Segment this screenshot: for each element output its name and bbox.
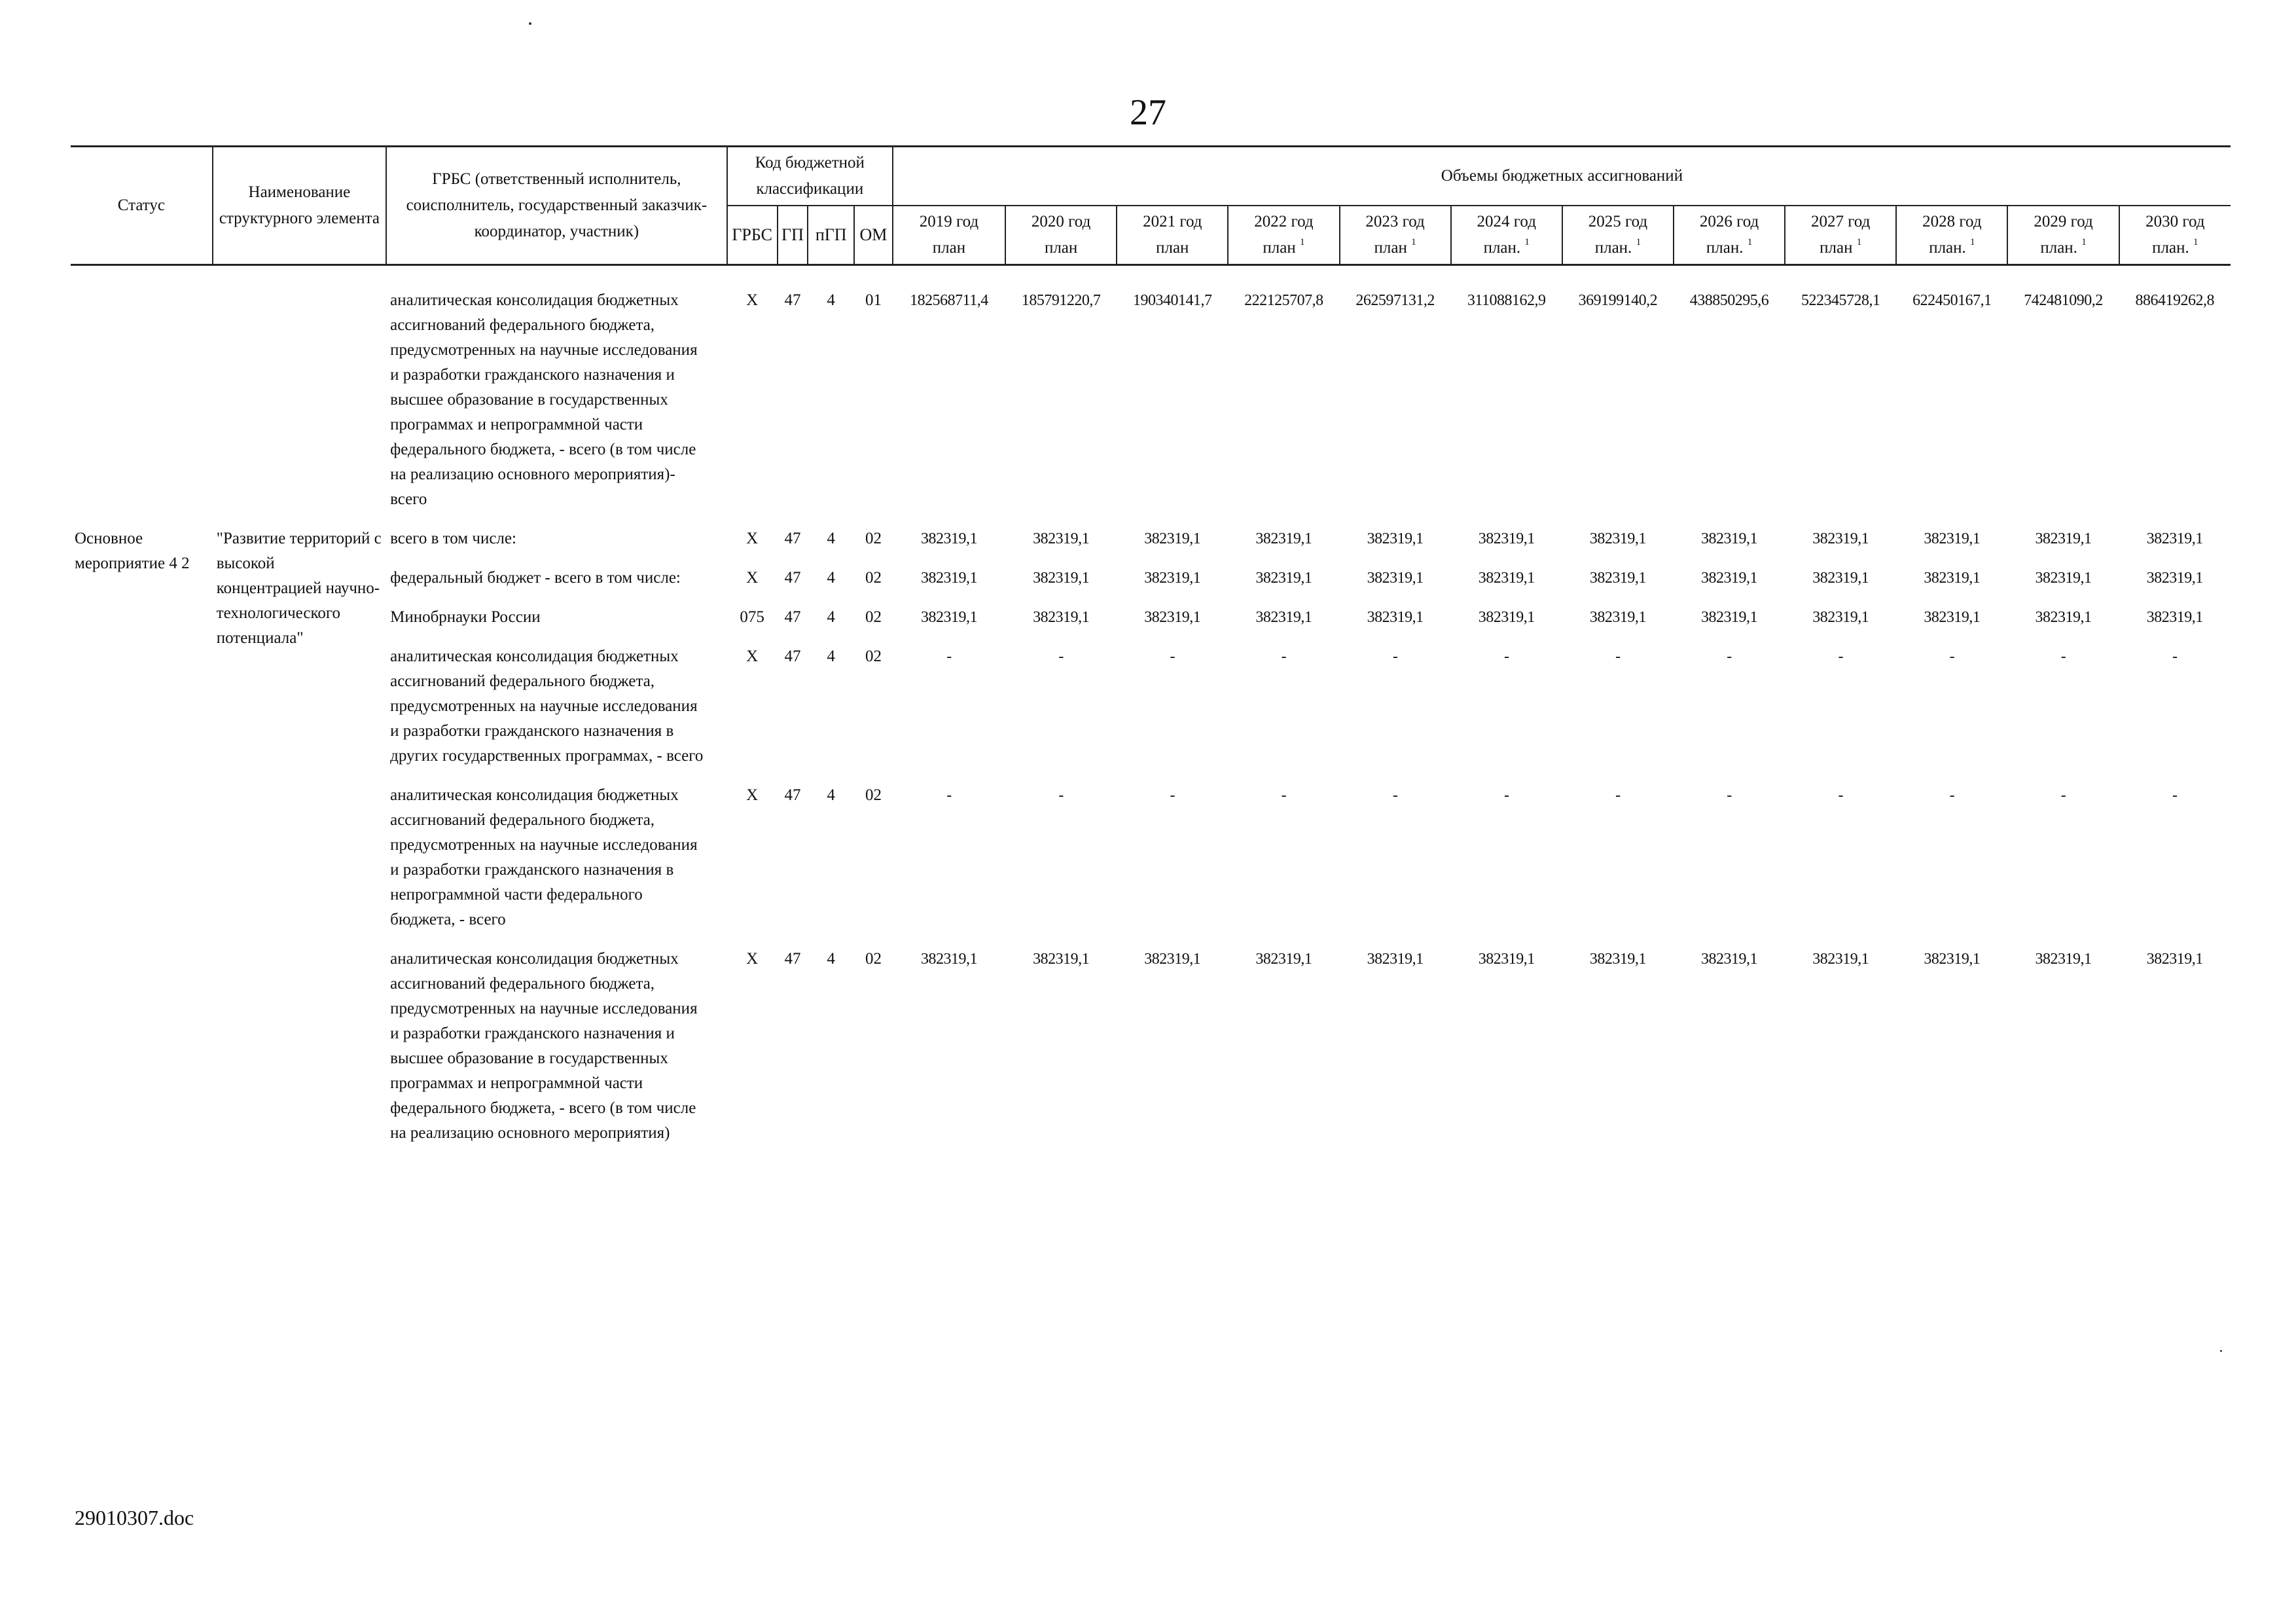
scan-speck (529, 22, 531, 25)
row-code: 4 (827, 530, 835, 547)
row-value: 382319,1 (1701, 951, 1758, 968)
row-value: 382319,1 (1812, 609, 1869, 626)
row-value: 382319,1 (1589, 530, 1646, 547)
header-year-label: 2020 год (1031, 213, 1091, 230)
row-code: 47 (784, 647, 801, 665)
table-row (71, 563, 2231, 602)
row-value: 382319,1 (1589, 951, 1646, 968)
row-value: 382319,1 (2146, 570, 2203, 587)
header-code-pgp: пГП (808, 206, 854, 265)
row-grbs: аналитическая консолидация бюджетных ассигнований федерального бюджета, предусмотренных на научные исследования и разработки гражданского назначения и высшее образование в государственных программах и непрограммной части федерального бюджета, - всего (в том числе на реализацию основного мероприятия)- всего (390, 291, 698, 508)
row-value: 382319,1 (920, 570, 977, 587)
header-year-label: 2023 год (1365, 213, 1425, 230)
row-value: 382319,1 (1812, 530, 1869, 547)
row-value: - (2060, 648, 2066, 665)
header-year-label: 2026 год (1699, 213, 1759, 230)
row-grbs: аналитическая консолидация бюджетных ассигнований федерального бюджета, предусмотренных на научные исследования и разработки гражданского назначения в других государственных программах, - всего (390, 647, 704, 765)
row-value: - (1727, 787, 1732, 804)
row-value: 382319,1 (1033, 951, 1090, 968)
row-value: 382319,1 (1478, 609, 1535, 626)
header-year-label: 2021 год (1143, 213, 1202, 230)
header-year-label: 2028 год (1922, 213, 1982, 230)
row-code: 47 (784, 786, 801, 804)
header-year-plan: план. $^1$ (1483, 237, 1530, 257)
header-element-name: Наименование структурного элемента (213, 147, 386, 265)
row-value: 382319,1 (1701, 609, 1758, 626)
header-year (2007, 206, 2119, 265)
footnote-marker: 1 (1299, 237, 1305, 247)
header-year (893, 206, 1005, 265)
header-year-label: 2019 год (919, 213, 979, 230)
row-value: 382319,1 (2146, 951, 2203, 968)
row-code: 47 (784, 608, 801, 626)
table-body (71, 265, 2231, 1158)
row-value: 382319,1 (1478, 951, 1535, 968)
table-row (71, 642, 2231, 780)
row-element-name: "Развитие территорий с высокой концентрацией научно-технологического потенциала" (216, 530, 382, 647)
row-value: 742481090,2 (2024, 292, 2103, 309)
header-year-label: 2025 год (1588, 213, 1648, 230)
row-code: 02 (865, 647, 882, 665)
row-grbs: всего в том числе: (390, 530, 516, 547)
row-value: 622450167,1 (1912, 292, 1992, 309)
table-row (71, 524, 2231, 563)
row-code: X (746, 569, 759, 587)
row-value: - (1058, 787, 1064, 804)
table-row (71, 602, 2231, 642)
row-grbs: Минобрнауки России (390, 608, 541, 626)
row-value: 382319,1 (1812, 951, 1869, 968)
row-value: 382319,1 (1367, 570, 1424, 587)
footnote-marker: 1 (1856, 237, 1862, 247)
row-code: 47 (784, 569, 801, 587)
row-value: 382319,1 (2035, 951, 2092, 968)
row-value: 382319,1 (1255, 570, 1312, 587)
header-year (1562, 206, 1674, 265)
header-year (1228, 206, 1339, 265)
row-code: 075 (740, 608, 764, 626)
row-value: 382319,1 (1924, 951, 1981, 968)
row-value: - (1281, 648, 1287, 665)
footnote-marker: 1 (1636, 237, 1641, 247)
budget-table (71, 145, 2231, 1158)
page-number: 27 (1130, 92, 1166, 133)
row-code: 4 (827, 608, 835, 626)
row-code: 4 (827, 950, 835, 968)
row-value: - (946, 648, 952, 665)
row-value: - (1615, 648, 1621, 665)
row-value: 382319,1 (1701, 570, 1758, 587)
row-code: 4 (827, 291, 835, 309)
header-volumes: Объемы бюджетных ассигнований (893, 147, 2231, 206)
header-year-plan: план. $^1$ (1929, 237, 1975, 257)
footnote-marker: 1 (1411, 237, 1416, 247)
row-value: - (1281, 787, 1287, 804)
row-element-name (213, 285, 386, 524)
row-value: - (1170, 787, 1175, 804)
row-code: 02 (865, 608, 882, 626)
row-grbs: федеральный бюджет - всего в том числе: (390, 569, 681, 587)
row-value: 886419262,8 (2135, 292, 2215, 309)
row-value: - (1058, 648, 1064, 665)
row-value: 382319,1 (2035, 570, 2092, 587)
table-row (71, 285, 2231, 524)
row-value: 438850295,6 (1689, 292, 1769, 309)
row-value: 190340141,7 (1133, 292, 1212, 309)
row-code: 4 (827, 647, 835, 665)
row-value: - (2172, 648, 2178, 665)
row-value: - (1170, 648, 1175, 665)
row-value: 382319,1 (1589, 570, 1646, 587)
row-value: 382319,1 (920, 951, 977, 968)
header-year-plan: план (932, 239, 966, 257)
header-status: Статус (71, 147, 213, 265)
header-year (1340, 206, 1451, 265)
scan-speck (2220, 1350, 2222, 1352)
row-grbs: аналитическая консолидация бюджетных ассигнований федерального бюджета, предусмотренных на научные исследования и разработки гражданского назначения и высшее образование в государственных программах и непрограммной части федерального бюджета, - всего (в том числе на реализацию основного мероприятия) (390, 950, 698, 1142)
table-header (71, 147, 2231, 265)
row-code: 47 (784, 950, 801, 968)
row-value: - (1503, 787, 1509, 804)
row-value: 382319,1 (1033, 609, 1090, 626)
footnote-marker: 1 (2193, 237, 2198, 247)
row-value: 382319,1 (1478, 530, 1535, 547)
document-filename: 29010307.doc (75, 1506, 194, 1529)
row-value: 262597131,2 (1355, 292, 1435, 309)
row-value: - (1838, 648, 1843, 665)
header-year-label: 2030 год (2145, 213, 2205, 230)
row-code: 4 (827, 786, 835, 804)
row-grbs: аналитическая консолидация бюджетных ассигнований федерального бюджета, предусмотренных на научные исследования и разработки гражданского назначения в непрограммной части федерального бюджета, - всего (390, 786, 698, 928)
header-year (1117, 206, 1228, 265)
row-value: 382319,1 (1255, 530, 1312, 547)
header-year-plan: план (1156, 239, 1189, 257)
row-value: - (1615, 787, 1621, 804)
header-year (1785, 206, 1896, 265)
header-year-plan: план $^1$ (1820, 237, 1862, 257)
row-value: 382319,1 (2035, 530, 2092, 547)
row-status (71, 285, 213, 524)
row-value: 382319,1 (1144, 570, 1201, 587)
row-code: 01 (865, 291, 882, 309)
row-code: X (746, 291, 759, 309)
row-code: 47 (784, 291, 801, 309)
row-value: 222125707,8 (1244, 292, 1323, 309)
header-year-label: 2029 год (2034, 213, 2093, 230)
row-value: - (1392, 648, 1398, 665)
row-value: 382319,1 (1589, 609, 1646, 626)
row-value: 382319,1 (1924, 530, 1981, 547)
row-code: 02 (865, 950, 882, 968)
row-value: 382319,1 (1144, 951, 1201, 968)
row-value: - (1949, 787, 1955, 804)
row-value: 382319,1 (2035, 609, 2092, 626)
header-year-plan: план. $^1$ (2152, 237, 2198, 257)
row-value: - (2060, 787, 2066, 804)
row-value: 382319,1 (1144, 530, 1201, 547)
table-row (71, 780, 2231, 944)
table-row (71, 944, 2231, 1158)
row-value: 369199140,2 (1578, 292, 1658, 309)
row-value: - (2172, 787, 2178, 804)
row-code: X (746, 647, 759, 665)
footnote-marker: 1 (1970, 237, 1975, 247)
row-value: - (946, 787, 952, 804)
header-budget-code: Код бюджетной классификации (727, 147, 893, 206)
header-code-grbs: ГРБС (727, 206, 778, 265)
row-code: 4 (827, 569, 835, 587)
header-year (2119, 206, 2231, 265)
header-grbs: ГРБС (ответственный исполнитель, соисполнитель, государственный заказчик-координатор, участник) (386, 147, 727, 265)
header-year-label: 2027 год (1811, 213, 1871, 230)
header-year-label: 2024 год (1477, 213, 1536, 230)
header-year (1896, 206, 2007, 265)
header-year-plan: план. $^1$ (1706, 237, 1753, 257)
row-value: 382319,1 (1144, 609, 1201, 626)
row-code: X (746, 530, 759, 547)
header-year-plan: план (1044, 239, 1078, 257)
row-value: - (1727, 648, 1732, 665)
row-value: 382319,1 (1924, 570, 1981, 587)
row-value: - (1949, 648, 1955, 665)
header-year-label: 2022 год (1254, 213, 1314, 230)
row-code: 02 (865, 786, 882, 804)
row-value: 382319,1 (920, 530, 977, 547)
row-code: 47 (784, 530, 801, 547)
header-code-gp: ГП (778, 206, 808, 265)
header-year-plan: план. $^1$ (2040, 237, 2087, 257)
header-year-plan: план. $^1$ (1594, 237, 1641, 257)
row-value: 382319,1 (920, 609, 977, 626)
row-value: 311088162,9 (1467, 292, 1546, 309)
header-code-om: ОМ (854, 206, 893, 265)
row-status: Основное мероприятие 4 2 (75, 530, 190, 572)
row-code: X (746, 950, 759, 968)
row-value: 522345728,1 (1801, 292, 1880, 309)
header-year-plan: план $^1$ (1263, 237, 1305, 257)
row-value: 382319,1 (1255, 609, 1312, 626)
row-value: - (1392, 787, 1398, 804)
header-year (1451, 206, 1562, 265)
row-value: 182568711,4 (910, 292, 988, 309)
row-value: 382319,1 (1701, 530, 1758, 547)
row-value: 382319,1 (1367, 951, 1424, 968)
row-value: 382319,1 (1255, 951, 1312, 968)
row-code: 02 (865, 569, 882, 587)
row-value: 382319,1 (2146, 609, 2203, 626)
row-value: 185791220,7 (1021, 292, 1101, 309)
row-value: 382319,1 (2146, 530, 2203, 547)
row-code: X (746, 786, 759, 804)
row-value: 382319,1 (1924, 609, 1981, 626)
row-value: 382319,1 (1367, 609, 1424, 626)
header-year-plan: план $^1$ (1374, 237, 1416, 257)
row-value: 382319,1 (1478, 570, 1535, 587)
row-value: 382319,1 (1367, 530, 1424, 547)
header-year (1005, 206, 1117, 265)
row-value: 382319,1 (1033, 570, 1090, 587)
row-value: - (1503, 648, 1509, 665)
footnote-marker: 1 (2081, 237, 2087, 247)
row-value: 382319,1 (1812, 570, 1869, 587)
footnote-marker: 1 (1747, 237, 1753, 247)
row-value: - (1838, 787, 1843, 804)
row-code: 02 (865, 530, 882, 547)
row-value: 382319,1 (1033, 530, 1090, 547)
footnote-marker: 1 (1524, 237, 1530, 247)
header-year (1674, 206, 1785, 265)
